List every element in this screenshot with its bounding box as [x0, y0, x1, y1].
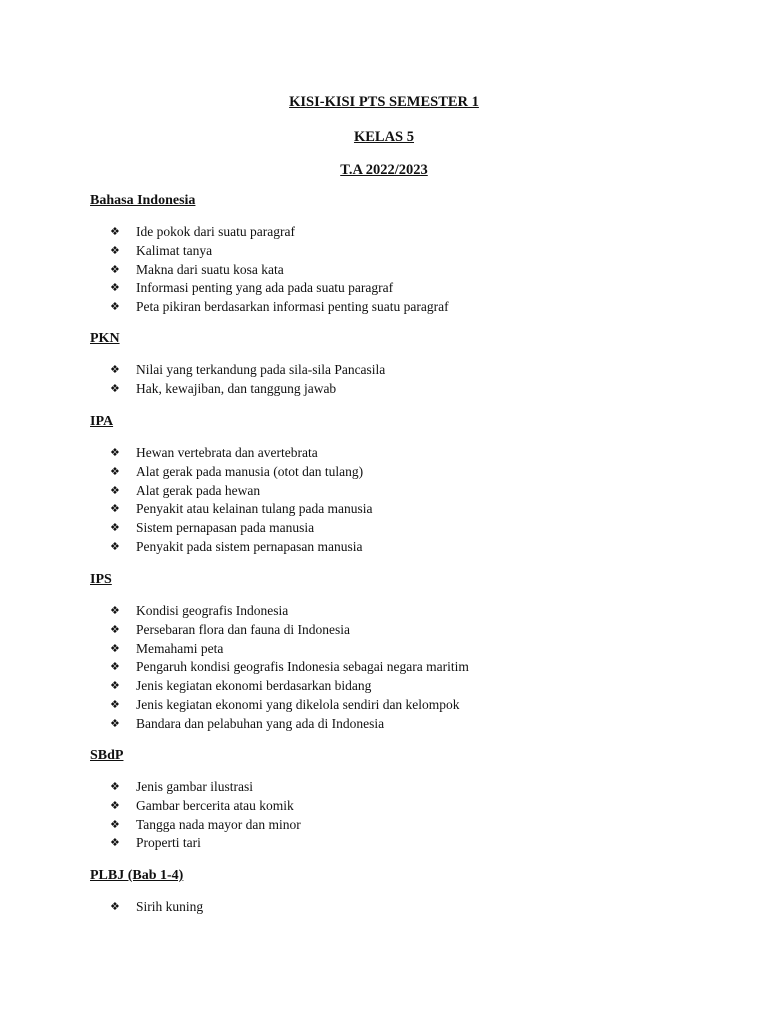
- list-item-text: Properti tari: [136, 835, 201, 851]
- list-item: [110, 444, 373, 463]
- diamond-bullet-icon: ❖: [110, 281, 120, 295]
- list-item-text: Nilai yang terkandung pada sila-sila Pancasila: [136, 362, 386, 377]
- list-item-text: Alat gerak pada manusia (otot dan tulang): [136, 463, 364, 479]
- list-item-text: Hewan vertebrata dan avertebrata: [136, 445, 318, 460]
- section-bahasa-indonesia: [90, 192, 690, 315]
- diamond-bullet-icon: ❖: [110, 660, 120, 674]
- section-plbj: [90, 867, 690, 914]
- list-item-text: Jenis gambar ilustrasi: [136, 779, 253, 794]
- diamond-bullet-icon: ❖: [110, 539, 120, 553]
- diamond-bullet-icon: ❖: [110, 502, 120, 516]
- diamond-bullet-icon: ❖: [110, 641, 120, 655]
- diamond-bullet-icon: ❖: [110, 363, 120, 376]
- section-ipa: [90, 413, 690, 554]
- list-item: [110, 778, 301, 797]
- list-item: [110, 380, 385, 399]
- diamond-bullet-icon: ❖: [110, 622, 120, 636]
- list-item: [110, 538, 373, 557]
- list-item-text: Hak, kewajiban, dan tanggung jawab: [136, 380, 337, 396]
- list-item-text: Kalimat tanya: [136, 242, 213, 258]
- section-heading: PLBJ (Bab 1-4): [90, 868, 184, 883]
- list-item: [110, 223, 449, 242]
- diamond-bullet-icon: ❖: [110, 780, 120, 793]
- diamond-bullet-icon: ❖: [110, 716, 120, 730]
- list-item-text: Penyakit atau kelainan tulang pada manusia: [136, 501, 373, 517]
- diamond-bullet-icon: ❖: [110, 300, 120, 314]
- list-item: [110, 816, 301, 835]
- list-item-text: Persebaran flora dan fauna di Indonesia: [136, 621, 351, 637]
- section-heading: Bahasa Indonesia: [90, 193, 196, 208]
- diamond-bullet-icon: ❖: [110, 243, 120, 257]
- list-item-text: Pengaruh kondisi geografis Indonesia sebagai negara maritim: [136, 659, 469, 675]
- list-item: [110, 640, 469, 659]
- list-item: [110, 602, 469, 621]
- list-item-text: Gambar bercerita atau komik: [136, 797, 294, 813]
- document-title: KISI-KISI PTS SEMESTER 1: [289, 94, 479, 110]
- list-item: [110, 658, 469, 677]
- topic-list: [110, 444, 373, 557]
- list-item: [110, 715, 469, 734]
- list-item-text: Kondisi geografis Indonesia: [136, 603, 289, 618]
- diamond-bullet-icon: ❖: [110, 483, 120, 497]
- list-item-text: Jenis kegiatan ekonomi yang dikelola sendiri dan kelompok: [136, 696, 460, 712]
- list-item: [110, 677, 469, 696]
- section-heading: SBdP: [90, 748, 124, 763]
- list-item-text: Memahami peta: [136, 640, 224, 656]
- list-item: [110, 500, 373, 519]
- topic-list: [110, 602, 469, 734]
- list-item: [110, 242, 449, 261]
- topic-list: [110, 778, 301, 853]
- list-item: [110, 898, 203, 917]
- list-item: [110, 621, 469, 640]
- section-heading: IPA: [90, 414, 114, 429]
- diamond-bullet-icon: ❖: [110, 464, 120, 478]
- list-item: [110, 279, 449, 298]
- list-item: [110, 797, 301, 816]
- diamond-bullet-icon: ❖: [110, 262, 120, 276]
- diamond-bullet-icon: ❖: [110, 697, 120, 711]
- diamond-bullet-icon: ❖: [110, 225, 120, 238]
- diamond-bullet-icon: ❖: [110, 446, 120, 459]
- list-item-text: Bandara dan pelabuhan yang ada di Indonesia: [136, 715, 385, 731]
- list-item-text: Informasi penting yang ada pada suatu paragraf: [136, 280, 394, 296]
- diamond-bullet-icon: ❖: [110, 604, 120, 617]
- list-item: [110, 696, 469, 715]
- list-item: [110, 261, 449, 280]
- topic-list: [110, 223, 449, 317]
- list-item-text: Peta pikiran berdasarkan informasi penting suatu paragraf: [136, 299, 449, 315]
- list-item-text: Makna dari suatu kosa kata: [136, 261, 284, 277]
- list-item-text: Jenis kegiatan ekonomi berdasarkan bidang: [136, 678, 372, 694]
- list-item: [110, 463, 373, 482]
- document-class: KELAS 5: [353, 129, 415, 145]
- topic-list: [110, 898, 203, 917]
- list-item: [110, 519, 373, 538]
- section-heading: IPS: [90, 572, 112, 587]
- list-item: [110, 834, 301, 853]
- list-item-text: Sirih kuning: [136, 899, 204, 914]
- diamond-bullet-icon: ❖: [110, 836, 120, 850]
- diamond-bullet-icon: ❖: [110, 817, 120, 831]
- list-item: [110, 298, 449, 317]
- section-pkn: [90, 330, 690, 396]
- section-heading: PKN: [90, 331, 120, 346]
- diamond-bullet-icon: ❖: [110, 679, 120, 693]
- list-item-text: Tangga nada mayor dan minor: [136, 816, 301, 832]
- list-item: [110, 361, 385, 380]
- list-item: [110, 482, 373, 501]
- diamond-bullet-icon: ❖: [110, 521, 120, 535]
- list-item-text: Ide pokok dari suatu paragraf: [136, 224, 295, 239]
- section-sbdp: [90, 747, 690, 851]
- diamond-bullet-icon: ❖: [110, 798, 120, 812]
- diamond-bullet-icon: ❖: [110, 900, 120, 913]
- list-item-text: Sistem pernapasan pada manusia: [136, 520, 315, 536]
- document-academic-year: T.A 2022/2023: [340, 162, 428, 178]
- list-item-text: Alat gerak pada hewan: [136, 482, 261, 498]
- diamond-bullet-icon: ❖: [110, 381, 120, 395]
- list-item-text: Penyakit pada sistem pernapasan manusia: [136, 538, 363, 554]
- topic-list: [110, 361, 385, 399]
- section-ips: [90, 571, 690, 731]
